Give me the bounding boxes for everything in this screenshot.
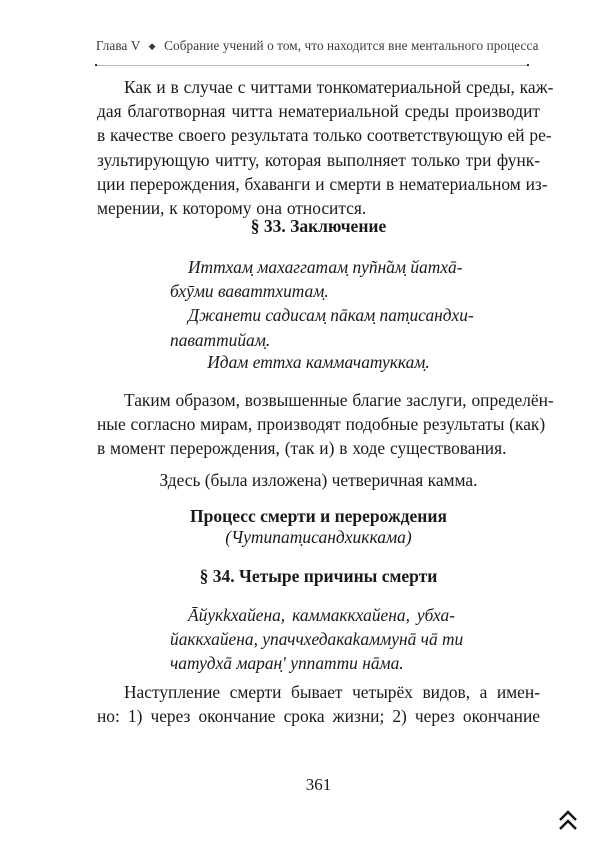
verse-line: чатудхā маран̣' уппатти нāма. <box>170 653 404 674</box>
text-line: ции перерождения, бхаванги и смерти в нематериальном из- <box>97 173 548 194</box>
verse-line: паваттийам̣. <box>170 329 271 350</box>
double-chevron-up-icon <box>558 810 578 832</box>
text-line: Как и в случае с читтами тонкоматериальной среды, каж- <box>124 77 554 97</box>
running-head-title: Собрание учений о том, что находится вне ментального процесса <box>164 38 539 53</box>
verse-closing: Идам еттха каммачатуккам̣. <box>207 352 430 372</box>
diamond-separator-icon: ◆ <box>148 41 156 51</box>
text-line: Наступление смерти бывает четырёх видов, а имен- <box>124 682 540 702</box>
process-subtitle: (Чутипат̣исандхиккама) <box>225 527 412 547</box>
verse-line: Джанети садисам̣ пāкам̣ пат̣исандхи- <box>188 305 474 326</box>
paragraph-causes <box>97 680 540 728</box>
text-line: дая благотворная читта нематериальной среды производит <box>97 101 540 122</box>
text-line: ные согласно мирам, производят подобные результаты (как) <box>97 414 546 435</box>
verse-line: бхӯми ваваттхитам̣. <box>170 281 329 302</box>
summary-line: Здесь (была изложена) четверичная камма. <box>159 470 478 490</box>
verse-line: Иттхам̣ махаггатам̣ пуñн̃ам̣ йатхā- <box>188 257 463 277</box>
section-heading-34: § 34. Четыре причины смерти <box>199 566 438 586</box>
process-heading: Процесс смерти и перерождения <box>190 506 447 526</box>
section-heading-33: § 33. Заключение <box>250 216 387 236</box>
verse-line: Āйукkхайена, каммаккхайена, убха- <box>188 605 455 625</box>
pali-verse-34 <box>170 603 464 676</box>
verse-line: йаккхайена, упаччхедакаkаммунā чā ти <box>170 629 464 650</box>
page-number: 361 <box>305 775 332 794</box>
scroll-to-top-button[interactable] <box>556 808 580 834</box>
header-rule <box>96 65 528 66</box>
text-line: Таким образом, возвышенные благие заслуги, определён- <box>124 390 554 410</box>
text-line: но: 1) через окончание срока жизни; 2) через окончание <box>97 706 540 727</box>
paragraph-intro <box>97 75 554 220</box>
text-line: зультирующую читту, которая выполняет только три функ- <box>97 149 540 170</box>
running-head-chapter: Глава V <box>96 38 141 53</box>
text-line: мерении, к которому она относится. <box>97 197 367 218</box>
pali-verse-33 <box>170 255 474 352</box>
text-line: в качестве своего результата только соответствующую ей ре- <box>97 125 552 146</box>
paragraph-translation <box>97 388 554 461</box>
text-line: в момент перерождения, (так и) в ходе существования. <box>97 438 507 459</box>
running-head <box>96 38 539 54</box>
